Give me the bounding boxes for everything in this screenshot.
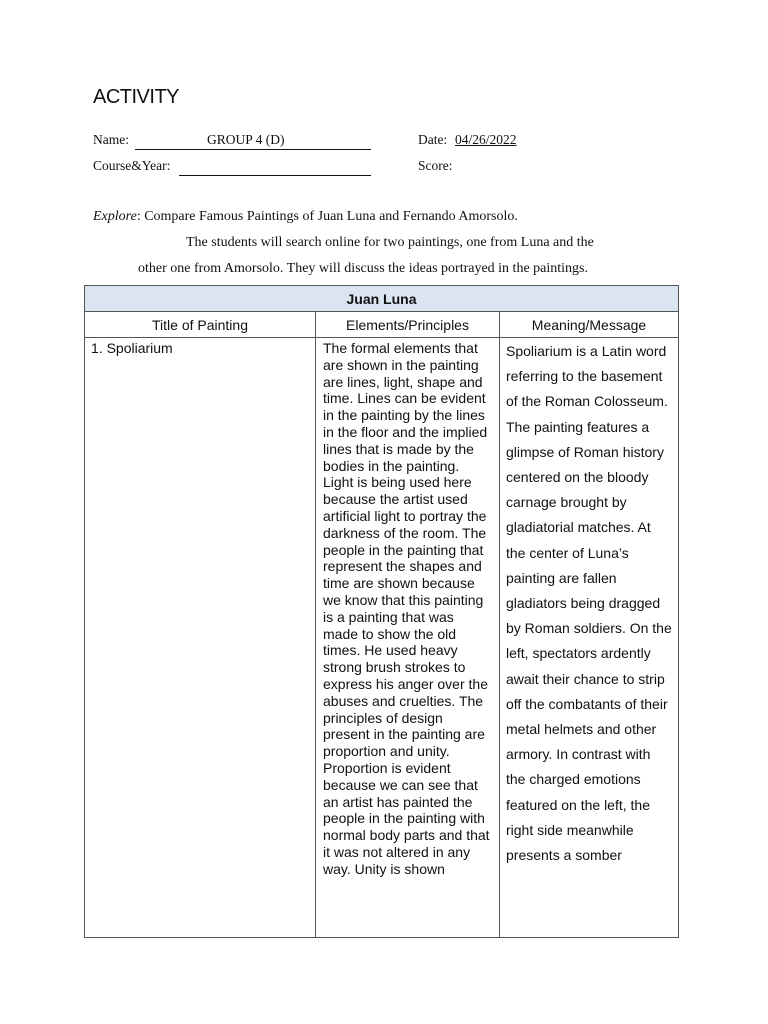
course-year-label: Course&Year: [93, 158, 171, 173]
painting-title-cell: 1. Spoliarium [85, 338, 316, 938]
explore-text: : Compare Famous Paintings of Juan Luna and Fernando Amorsolo. [136, 209, 518, 224]
table-row [85, 338, 679, 938]
explore-label: Explore [93, 209, 137, 224]
explore-line [93, 209, 518, 225]
name-value: GROUP 4 (D) [207, 132, 285, 147]
instructions-line-2: other one from Amorsolo. They will discuss the ideas portrayed in the paintings. [138, 261, 588, 276]
name-label: Name: [93, 132, 129, 147]
course-year-underline [179, 160, 371, 176]
column-header-title: Title of Painting [85, 312, 316, 338]
section-title-juan-luna: Juan Luna [85, 286, 679, 312]
date-field [418, 132, 558, 152]
name-field [93, 132, 373, 152]
table-column-headers [85, 312, 679, 338]
date-value: 04/26/2022 [455, 132, 517, 147]
date-label: Date: [418, 132, 448, 147]
instructions-line-1: The students will search online for two paintings, one from Luna and the [186, 235, 594, 250]
meaning-message-cell: Spoliarium is a Latin word referring to the basement of the Roman Colosseum. The painting features a glimpse of Roman history centered on the bloody carnage brought by gladiatorial matches. At the center of Luna’s painting are fallen gladiators being dragged by Roman soldiers. On the left, spectators ardently await their chance to strip off the combatants of their metal helmets and other armory. In contrast with the charged emotions featured on the left, the right side meanwhile presents a somber [500, 338, 679, 938]
activity-title: ACTIVITY [93, 86, 180, 108]
course-year-field [93, 158, 373, 178]
column-header-elements: Elements/Principles [316, 312, 500, 338]
score-field [418, 158, 558, 178]
paintings-table [84, 285, 679, 938]
score-label: Score: [418, 158, 453, 173]
column-header-meaning: Meaning/Message [500, 312, 679, 338]
elements-principles-cell: The formal elements that are shown in the painting are lines, light, shape and time. Lines can be evident in the painting by the lines in the floor and the implied lines that is made by the bodies in the painting. Light is being used here because the artist used artificial light to portray the darkness of the room. The people in the painting that represent the shapes and time are shown because we know that this painting is a painting that was made to show the old times. He used heavy strong brush strokes to express his anger over the abuses and cruelties. The principles of design present in the painting are proportion and unity. Proportion is evident because we can see that an artist has painted the people in the painting with normal body parts and that it was not altered in any way. Unity is shown [316, 338, 500, 938]
table-section-header [85, 286, 679, 312]
